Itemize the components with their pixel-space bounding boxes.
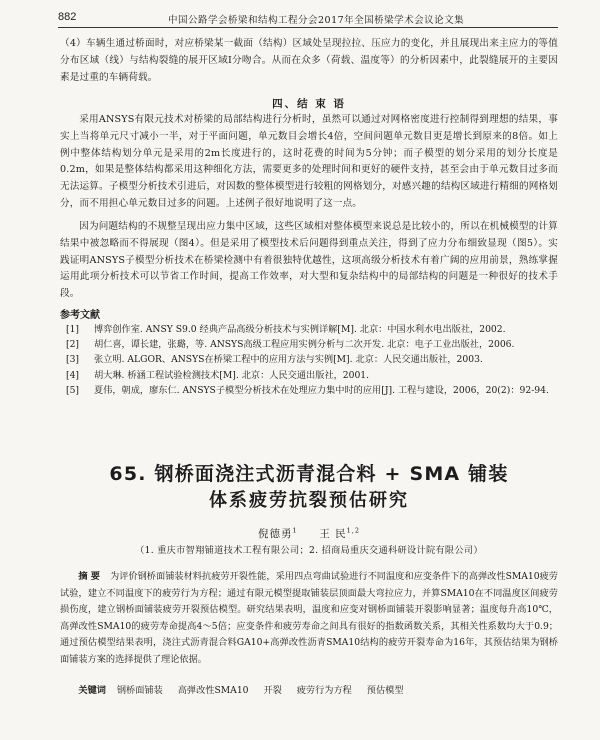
abstract-text: 为评价钢桥面铺装材料抗疲劳开裂性能，采用四点弯曲试验进行不同温度和应变条件下的高弹改性SMA10疲劳试验，建立不同温度下的疲劳行为方程；通过有限元模型提取铺装层顶面最大弯拉应力，并算SMA10在不同温度区间疲劳损伤度，建立钢桥面铺装疲劳开裂预估模型。研究结果表明，温度和应变对钢桥面铺装开裂影响显著；温度每升高10℃，高弹改性SMA10的疲劳寿命提高4～5倍；应变条件和疲劳寿命之间具有很好的指数函数关系，其相关性系数均大于0.9；通过预估模型结果表明，浇注式沥青混合料GA10+高弹改性沥青SMA10结构的疲劳开裂寿命为16年，其预估结果为钢桥面铺装方案的选择提供了理论依据。 — [60, 571, 558, 665]
keyword: 钢桥面铺装 — [116, 685, 163, 696]
running-header — [58, 9, 558, 28]
page-number: 882 — [58, 11, 77, 23]
reference-number: [3] — [66, 354, 80, 366]
reference-text: 博弈创作室. ANSY S9.0 经典产品高级分析技术与实例详解[M]. 北京：中国水利水电出版社，2002. — [94, 324, 506, 335]
paragraph-item-4: （4）车辆生通过桥面时，对应桥梁某一截面（结构）区域处呈现拉拉、压应力的变化，并且展现出来主应力的等值分布区域（线）与结构裂缝的展开区域Ⅰ分吻合。从而在众多（荷载、温度等）的分析因素中，此裂缝展开的主要因素是过重的车辆荷载。 — [60, 38, 558, 83]
reference-text: 夏伟，朝成，廖东仁. ANSYS子模型分析技术在处理应力集中时的应用[J]. 工程与建设，2006，20(2)：92-94. — [94, 384, 549, 396]
section-heading: 四、结 束 语 — [272, 98, 346, 110]
reference-number: [1] — [66, 324, 80, 335]
references-list — [60, 322, 558, 398]
article-title-line-2: 体系疲劳抗裂预估研究 — [209, 490, 409, 511]
author-affiliation-mark: 1 — [292, 526, 298, 535]
reference-item — [60, 352, 558, 367]
reference-number: [5] — [66, 384, 80, 396]
reference-text: 张立明. ALGOR、ANSYS在桥梁工程中的应用方法与实例[M]. 北京：人民交通出版社，2003. — [94, 354, 483, 366]
conclusion-paragraph-1: 采用ANSYS有限元技术对桥梁的局部结构进行分析时，虽然可以通过对网格密度进行控制得到理想的结果，事实上当将单元尺寸减小一半，对于平面问题，单元数目会增长4倍，空间问题单元数目更是增长到原来的8倍。如上例中整体结构划分单元是采用的2m长度进行的，这时花费的时间为5分钟；而子模型的划分采用的划分长度是0.2m，如果是整体结构都采用这种细化方法，需要更多的处理时间和更好的硬件支持，甚至会由于单元数目过多而无法运算。子模型分析技术引进后，对因数的整体模型进行较粗的网格划分，对感兴趣的结构区域进行精细的网格划分，而不用担心单元数目过多的问题。上述例子很好地说明了这一点。 — [60, 114, 558, 209]
affiliation: （1. 重庆市智翔铺道技术工程有限公司；2. 招商局重庆交通科研设计院有限公司） — [135, 545, 483, 556]
reference-item — [60, 383, 558, 398]
keyword: 开裂 — [263, 685, 282, 696]
author-affiliation-mark: 1,2 — [346, 526, 361, 535]
keywords-label: 关键词 — [78, 685, 106, 696]
references-heading: 参考文献 — [60, 310, 100, 321]
journal-title: 中国公路学会桥梁和结构工程分会2017年全国桥梁学术会议论文集 — [168, 15, 465, 26]
keyword: 预估模型 — [366, 685, 404, 696]
reference-number: [4] — [66, 369, 80, 381]
keywords — [60, 682, 558, 696]
conclusion-paragraph-2: 因为问题结构的不规整呈现出应力集中区域，这些区域相对整体模型来说总是比较小的，所以在机械模型的计算结果中被忽略而不得展现（图4）。但是采用了模型技术后问题得到重点关注，得到了应力分布细致显现（图5）。实践证明ANSYS子模型分析技术在桥梁检测中有着很独特优越性，这项高级分析技术有着广阔的应用前景，熟练掌握运用此项分析技术可以节省工作时间，提高工作效率，对大型和复杂结构中的局部结构的问题是一种很好的技术手段。 — [60, 221, 558, 300]
abstract — [60, 569, 558, 669]
abstract-label: 摘 要 — [78, 571, 100, 582]
article-title-line-1: 65. 钢桥面浇注式沥青混合料 + SMA 铺装 — [109, 463, 509, 485]
reference-text: 胡仁喜，谭长建，张璐，等. ANSYS高级工程应用实例分析与二次开发. 北京：电子工业出版社，2006. — [94, 339, 515, 351]
reference-item — [60, 368, 558, 383]
reference-item — [60, 322, 558, 337]
author-name: 王 民 — [319, 528, 347, 540]
reference-text: 胡大琳. 桥涵工程试验检测技术[M]. 北京：人民交通出版社，2001. — [94, 369, 370, 381]
author-line — [60, 526, 558, 541]
keyword: 高弹改性SMA10 — [177, 685, 249, 696]
author-name: 倪德勇 — [257, 528, 293, 540]
keyword: 疲劳行为方程 — [296, 685, 352, 696]
reference-item — [60, 337, 558, 352]
reference-number: [2] — [66, 339, 80, 351]
